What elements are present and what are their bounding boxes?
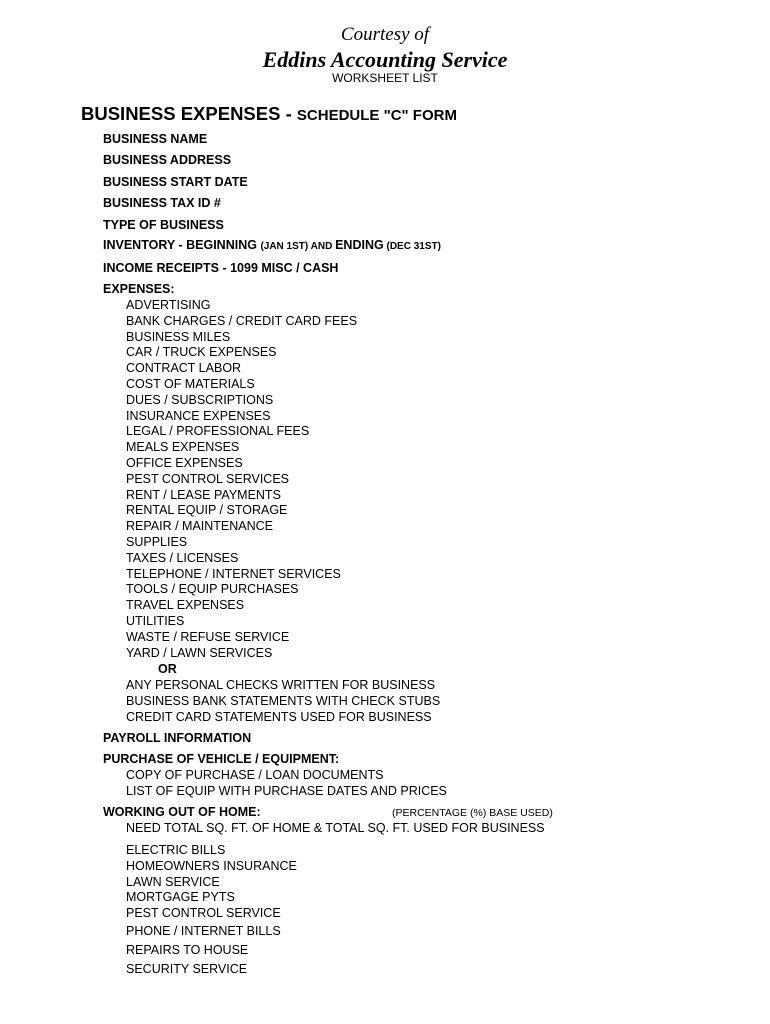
title-main: BUSINESS EXPENSES - [81, 103, 297, 124]
expense-item: SUPPLIES [126, 535, 188, 549]
home-item: PEST CONTROL SERVICE [126, 906, 281, 920]
alternative-item: ANY PERSONAL CHECKS WRITTEN FOR BUSINESS [126, 678, 436, 692]
info-item-start-date: BUSINESS START DATE [103, 175, 248, 189]
payroll-information: PAYROLL INFORMATION [103, 731, 252, 745]
inventory-part4: ENDING [335, 238, 384, 252]
expense-item: TRAVEL EXPENSES [126, 598, 245, 613]
expense-item: COST OF MATERIALS [126, 377, 255, 391]
expense-item: CONTRACT LABOR [126, 361, 242, 376]
info-item-business-name: BUSINESS NAME [103, 132, 208, 146]
home-label: WORKING OUT OF HOME: [103, 805, 261, 819]
home-percentage-note: (PERCENTAGE (%) BASE USED) [392, 807, 553, 819]
expense-item: TOOLS / EQUIP PURCHASES [126, 582, 299, 597]
expense-item: INSURANCE EXPENSES [126, 408, 271, 423]
home-item: PHONE / INTERNET BILLS [126, 924, 281, 938]
inventory-part2: (JAN 1ST) [260, 241, 309, 252]
inventory-part3: AND [308, 241, 336, 252]
home-item: SECURITY SERVICE [126, 962, 248, 976]
or-separator: OR [158, 662, 177, 676]
inventory-part5: (DEC 31ST) [383, 241, 441, 252]
expense-item: DUES / SUBSCRIPTIONS [126, 392, 274, 407]
expense-item: BUSINESS MILES [126, 329, 231, 344]
home-item: REPAIRS TO HOUSE [126, 943, 249, 957]
expense-item: CAR / TRUCK EXPENSES [126, 345, 277, 360]
expense-item: WASTE / REFUSE SERVICE [126, 629, 290, 644]
courtesy-line: Courtesy of [340, 24, 430, 45]
vehicle-item: COPY OF PURCHASE / LOAN DOCUMENTS [126, 768, 384, 782]
inventory-part1: INVENTORY - BEGINNING [103, 238, 261, 252]
title-sub: SCHEDULE "C" FORM [296, 107, 457, 124]
expense-item: MEALS EXPENSES [126, 440, 240, 455]
income-receipts: INCOME RECEIPTS - 1099 MISC / CASH [103, 261, 339, 275]
worksheet-list-label: WORKSHEET LIST [332, 71, 438, 85]
expense-item: BANK CHARGES / CREDIT CARD FEES [126, 313, 358, 328]
expense-item: OFFICE EXPENSES [126, 456, 243, 470]
expense-item: TELEPHONE / INTERNET SERVICES [126, 566, 341, 581]
expense-item: ADVERTISING [126, 298, 211, 312]
expense-item: YARD / LAWN SERVICES [126, 645, 273, 660]
vehicle-label: PURCHASE OF VEHICLE / EQUIPMENT: [103, 752, 340, 766]
expense-item: RENTAL EQUIP / STORAGE [126, 503, 288, 518]
page-title [81, 103, 457, 125]
expenses-label: EXPENSES: [103, 282, 175, 296]
home-item: LAWN SERVICE [126, 875, 220, 889]
home-sqft-note: NEED TOTAL SQ. FT. OF HOME & TOTAL SQ. FT. USED FOR BUSINESS [126, 821, 545, 835]
company-name: Eddins Accounting Service [262, 47, 508, 72]
expense-item: RENT / LEASE PAYMENTS [126, 487, 281, 502]
vehicle-item: LIST OF EQUIP WITH PURCHASE DATES AND PRICES [126, 784, 447, 798]
expense-item: PEST CONTROL SERVICES [126, 471, 290, 486]
inventory-line [103, 238, 441, 252]
expense-item: TAXES / LICENSES [126, 550, 239, 565]
expense-item: LEGAL / PROFESSIONAL FEES [126, 424, 310, 439]
alternative-item: CREDIT CARD STATEMENTS USED FOR BUSINESS [126, 710, 432, 724]
info-item-business-address: BUSINESS ADDRESS [103, 153, 232, 167]
home-item: HOMEOWNERS INSURANCE [126, 859, 297, 873]
alternative-item: BUSINESS BANK STATEMENTS WITH CHECK STUBS [126, 694, 441, 708]
home-item: ELECTRIC BILLS [126, 843, 226, 857]
info-item-business-type: TYPE OF BUSINESS [103, 218, 224, 232]
info-item-tax-id: BUSINESS TAX ID # [103, 196, 221, 210]
expense-item: REPAIR / MAINTENANCE [126, 519, 274, 534]
expense-item: UTILITIES [126, 614, 185, 628]
home-item: MORTGAGE PYTS [126, 890, 235, 904]
